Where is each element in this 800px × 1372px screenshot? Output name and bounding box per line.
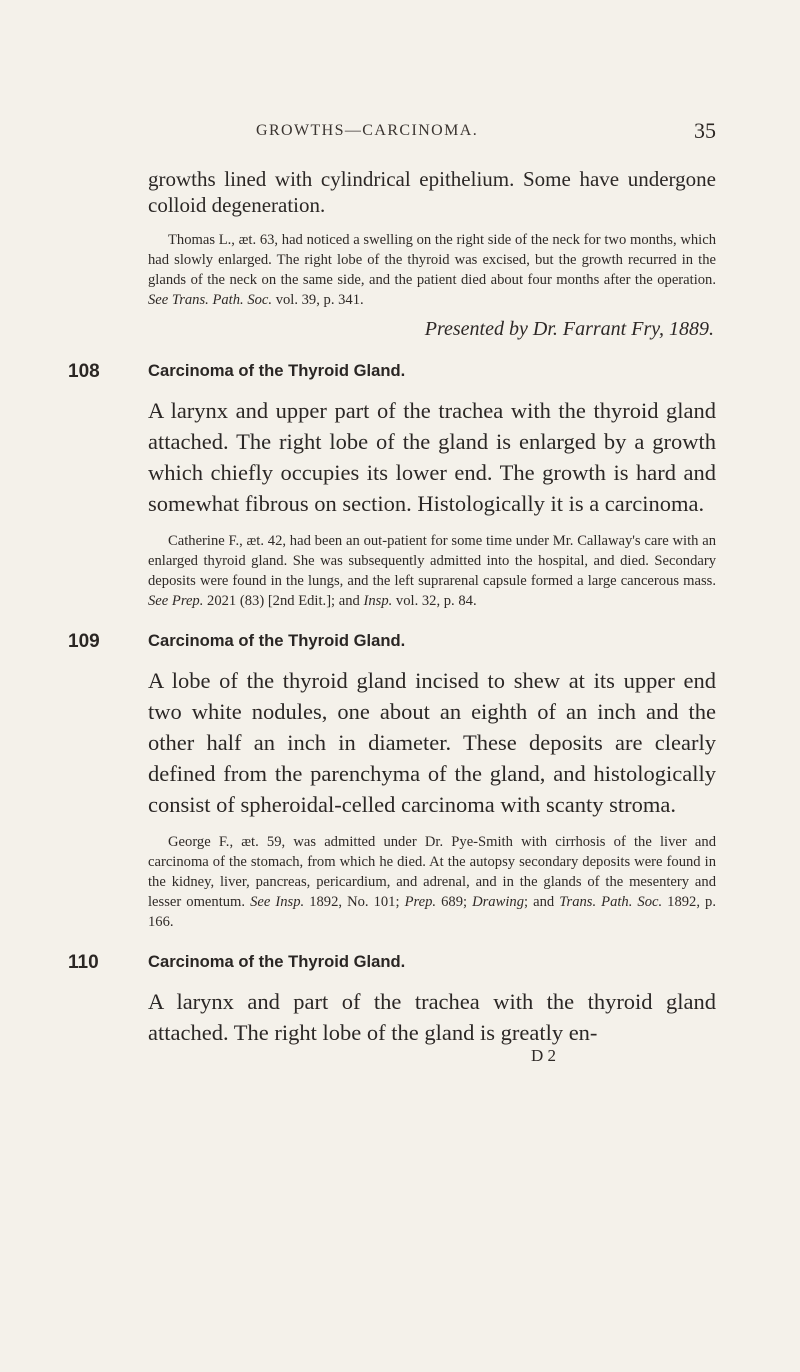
case-note-reference: See Trans. Path. Soc. — [148, 292, 273, 308]
case-note-text: 1892, p. 166. — [148, 894, 716, 930]
specimen-entry-108 — [68, 361, 716, 611]
case-note-text: 689; — [436, 894, 473, 910]
page-content — [68, 166, 716, 1066]
case-note-reference: Insp. — [363, 593, 393, 609]
specimen-number: 109 — [68, 631, 100, 652]
case-note-reference: See Insp. — [250, 894, 305, 910]
signature-mark: D 2 — [530, 1046, 556, 1065]
page-number: 35 — [694, 118, 716, 143]
case-note-text: George F., æt. 59, was admitted under Dr. Pye-Smith with cirrhosis of the liver and carcinoma of the stomach, from which he died. At the autopsy secondary deposits were found in the kidney, liver, pancreas, pericardium, and adrenal, and in the glands of the mesentery and lesser omentum. — [148, 834, 716, 910]
case-note-reference: Prep. — [404, 894, 437, 910]
running-head: GROWTHS—CARCINOMA. — [256, 122, 479, 139]
case-note-text: Thomas L., æt. 63, had noticed a swelling on the right side of the neck for two months, which had slowly enlarged. The right lobe of the thyroid was excised, but the growth recurred in the glands of the neck on the same side, and the patient died about four months after the operation. — [148, 232, 716, 288]
case-note-text: 2021 (83) [2nd Edit.]; and — [203, 593, 364, 609]
continuation-text: growths lined with cylindrical epithelium. Some have undergone colloid degeneration. — [148, 167, 716, 217]
case-note-text: vol. 32, p. 84. — [392, 593, 477, 609]
specimen-description: A larynx and part of the trachea with the thyroid gland attached. The right lobe of the gland is greatly en- — [148, 989, 716, 1045]
specimen-entry-109 — [68, 631, 716, 932]
specimen-title: Carcinoma of the Thyroid Gland. — [148, 361, 406, 380]
case-note-reference: See Prep. — [148, 593, 204, 609]
case-note-reference-rest: vol. 39, p. 341. — [272, 292, 364, 308]
case-note-reference: Trans. Path. Soc. — [559, 894, 663, 910]
case-note — [148, 531, 716, 611]
presented-by: Presented by Dr. Farrant Fry, 1889. — [424, 318, 714, 340]
case-note-reference: Drawing — [472, 894, 524, 910]
specimen-title: Carcinoma of the Thyroid Gland. — [148, 952, 406, 971]
specimen-entry-110 — [68, 952, 716, 1048]
case-note-text: Catherine F., æt. 42, had been an out-patient for some time under Mr. Callaway's care with an enlarged thyroid gland. She was subsequently admitted into the hospital, and died. Secondary deposits were found in the lungs, and the left suprarenal capsule formed a large cancerous mass. — [148, 533, 716, 589]
case-note-text: 1892, No. 101; — [304, 894, 405, 910]
case-note-thomas — [148, 230, 716, 310]
specimen-number: 110 — [68, 952, 99, 973]
page-header — [250, 118, 716, 152]
case-note-text: ; and — [524, 894, 560, 910]
specimen-description: A larynx and upper part of the trachea with the thyroid gland attached. The right lobe of the gland is enlarged by a growth which chiefly occupies its lower end. The growth is hard and somewhat fibrous on section. Histologically it is a carcinoma. — [148, 398, 716, 516]
specimen-title: Carcinoma of the Thyroid Gland. — [148, 631, 406, 650]
specimen-number: 108 — [68, 361, 100, 382]
case-note — [148, 832, 716, 932]
specimen-description: A lobe of the thyroid gland incised to shew at its upper end two white nodules, one about an eighth of an inch and the other half an inch in diameter. These deposits are clearly defined from the parenchyma of the gland, and histologically consist of spheroidal-celled carcinoma with scanty stroma. — [148, 668, 716, 817]
